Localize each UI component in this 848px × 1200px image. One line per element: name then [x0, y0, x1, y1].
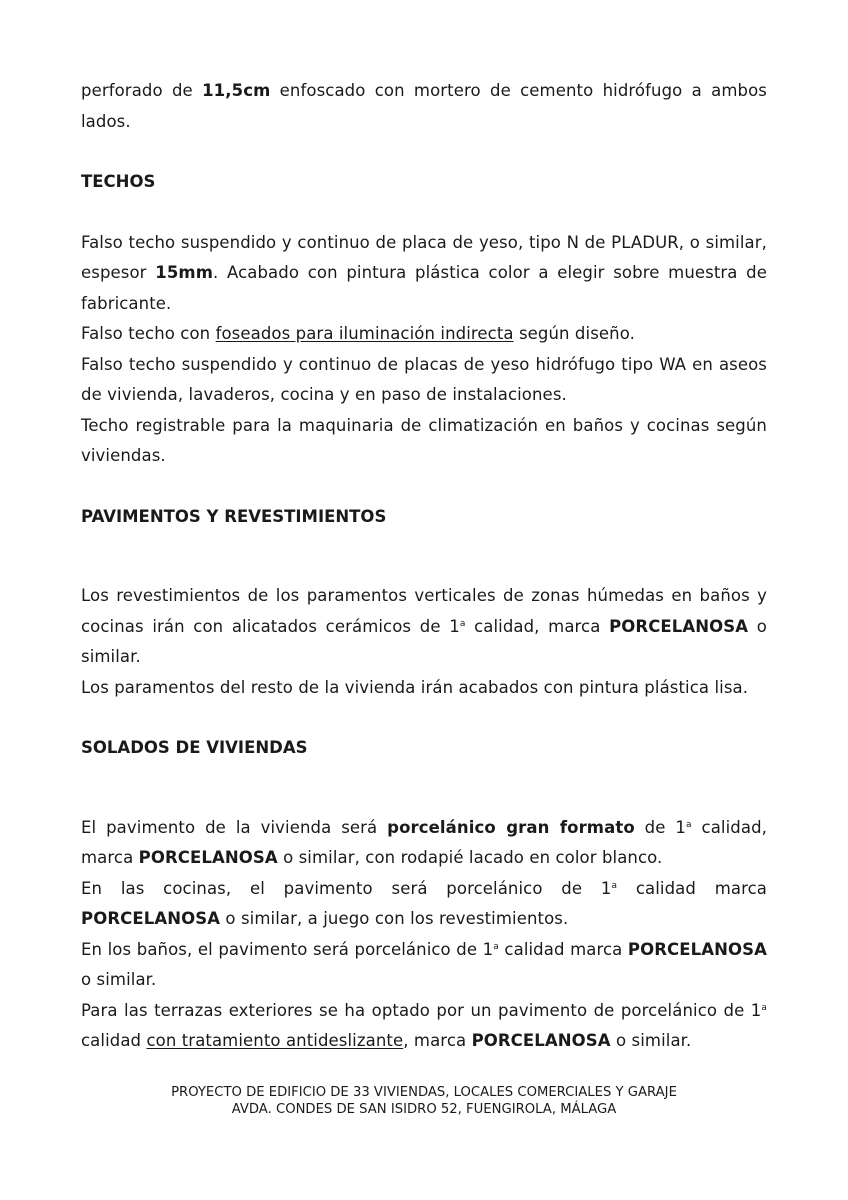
ordinal-superscript: a — [493, 941, 499, 952]
brand-name: PORCELANOSA — [138, 848, 278, 867]
bold-measure: 15mm — [155, 263, 213, 282]
techos-paragraph-3: Falso techo suspendido y continuo de placas de yeso hidrófugo tipo WA en aseos de vivienda, lavaderos, cocina y en paso de instalaciones. — [81, 354, 767, 404]
pavimentos-paragraph-1 — [81, 581, 767, 673]
solados-paragraph-4 — [81, 996, 767, 1057]
text: o similar. — [610, 1031, 692, 1050]
text: enfoscado con mortero de cemento hidrófugo a ambos lados. — [81, 81, 767, 131]
text: o similar. — [81, 970, 157, 989]
footer-address-line: AVDA. CONDES DE SAN ISIDRO 52, FUENGIROLA, MÁLAGA — [231, 1102, 617, 1117]
text: calidad, marca — [81, 817, 767, 867]
solados-paragraph-2 — [81, 874, 767, 935]
ordinal-superscript: a — [686, 819, 692, 830]
document-page — [81, 76, 767, 1057]
underlined-text: con tratamiento antideslizante — [146, 1031, 404, 1050]
pavimentos-paragraph-2: Los paramentos del resto de la vivienda irán acabados con pintura plástica lisa. — [81, 677, 749, 697]
section-heading-pavimentos: PAVIMENTOS Y REVESTIMIENTOS — [81, 506, 387, 526]
text: calidad, marca — [465, 616, 610, 636]
brand-name: PORCELANOSA — [609, 616, 749, 636]
text: calidad marca — [498, 939, 628, 959]
techos-paragraph-4: Techo registrable para la maquinaria de climatización en baños y cocinas según viviendas. — [81, 415, 767, 465]
ordinal-superscript: a — [611, 880, 618, 891]
text: o similar. — [81, 616, 767, 666]
techos-paragraph-1 — [81, 228, 767, 320]
section-heading-solados: SOLADOS DE VIVIENDAS — [81, 738, 308, 757]
text: perforado de — [81, 81, 203, 100]
text: o similar, con rodapié lacado en color blanco. — [277, 848, 663, 867]
text: En las cocinas, el pavimento será porcelánico de 1 — [81, 878, 612, 898]
text: calidad marca — [617, 878, 767, 898]
text: o similar, a juego con los revestimientos. — [220, 909, 569, 928]
solados-paragraph-3 — [81, 935, 767, 996]
brand-name: PORCELANOSA — [627, 939, 767, 959]
bold-measure: 11,5cm — [202, 81, 271, 100]
ordinal-superscript: a — [761, 1002, 767, 1013]
text: Los revestimientos de los paramentos verticales de zonas húmedas en baños y cocinas irán con alicatados cerámicos de 1 — [81, 586, 767, 636]
text: de 1 — [634, 817, 686, 837]
brand-name: PORCELANOSA — [81, 909, 221, 928]
intro-paragraph — [81, 76, 767, 137]
text: , marca — [403, 1031, 472, 1050]
text: . Acabado con pintura plástica color a elegir sobre muestra de fabricante. — [81, 263, 767, 313]
underlined-text: foseados para iluminación indirecta — [215, 324, 514, 343]
brand-name: PORCELANOSA — [471, 1031, 611, 1050]
text: según diseño. — [513, 324, 635, 343]
text: Para las terrazas exteriores se ha optado por un pavimento de porcelánico de 1 — [81, 1000, 762, 1020]
text: En los baños, el pavimento será porcelánico de 1 — [81, 939, 494, 959]
text: El pavimento de la vivienda será — [81, 817, 388, 837]
solados-paragraph-1 — [81, 813, 767, 874]
text: calidad — [81, 1031, 147, 1050]
ordinal-superscript: a — [459, 618, 466, 629]
page-footer — [0, 1084, 848, 1118]
text: Falso techo con — [81, 324, 216, 343]
bold-text: porcelánico gran formato — [387, 817, 635, 837]
text: Falso techo suspendido y continuo de placa de yeso, tipo N de PLADUR, o similar, espesor — [81, 232, 767, 282]
section-heading-techos: TECHOS — [81, 172, 156, 191]
techos-paragraph-2 — [81, 319, 767, 350]
footer-project-line: PROYECTO DE EDIFICIO DE 33 VIVIENDAS, LOCALES COMERCIALES Y GARAJE — [171, 1085, 677, 1100]
